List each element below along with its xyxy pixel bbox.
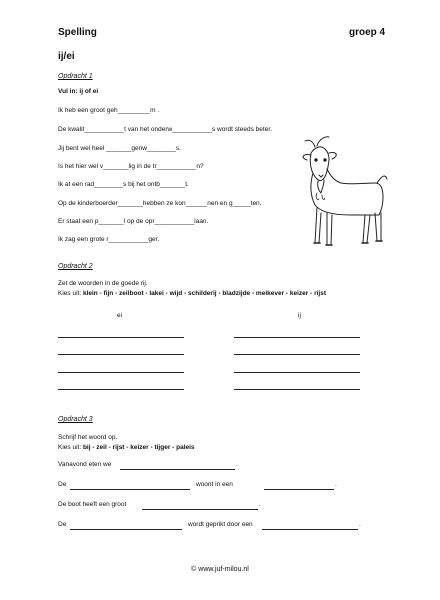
answer-line-ij-1[interactable] <box>234 337 360 338</box>
fill-sentence-2-blank-2[interactable] <box>264 489 334 490</box>
exercise-3-word-list <box>58 444 195 452</box>
column-header-ei: ei <box>117 312 123 319</box>
fill-sentence-1-text: Vanavond eten we <box>58 461 112 468</box>
exercise-1-instruction: Vul in: ij of ei <box>58 88 99 95</box>
sentence-2: De kwalit___________t van het onderw___________s wordt steeds beter. <box>58 126 272 133</box>
fill-sentence-4-blank-2[interactable] <box>262 529 358 530</box>
exercise-1-title: Opdracht 1 <box>58 73 93 80</box>
fill-sentence-2-start: De <box>58 481 67 488</box>
choose-label: Kies uit: <box>58 290 83 297</box>
fill-sentence-2-end: . <box>335 481 337 488</box>
choose-label: Kies uit: <box>58 444 83 451</box>
goat-illustration <box>295 133 395 253</box>
fill-sentence-3-text: De boot heeft een groot <box>58 501 127 508</box>
sentence-3: Jij bent wel heel _______genw________s. <box>58 145 181 152</box>
answer-line-ei-3[interactable] <box>58 372 184 373</box>
fill-sentence-1-blank[interactable] <box>120 469 235 470</box>
fill-sentence-4-blank-1[interactable] <box>70 529 182 530</box>
answer-line-ij-4[interactable] <box>234 389 360 390</box>
fill-sentence-4-start: De <box>58 521 67 528</box>
subtitle: ij/ei <box>58 51 75 62</box>
group-label: groep 4 <box>349 27 386 38</box>
answer-line-ei-2[interactable] <box>58 354 184 355</box>
sentence-6: Op de kinderboerder_______hebben ze kon______nen en g_____ten. <box>58 200 262 207</box>
fill-sentence-2-mid: woont in een <box>196 481 233 488</box>
word-choices: klein - fijn - zeilboot - lakei - wijd - schilderij - bladzijde - meikever - keizer - rijst <box>82 290 327 297</box>
fill-sentence-3-blank[interactable] <box>142 509 258 510</box>
sentence-5: Ik at een rad________s bij het ontb_______t. <box>58 181 189 188</box>
fill-sentence-1-end: . <box>236 461 238 468</box>
exercise-2-word-list <box>58 290 326 298</box>
exercise-3-title: Opdracht 3 <box>58 416 93 423</box>
fill-sentence-3-end: . <box>259 501 261 508</box>
answer-line-ij-3[interactable] <box>234 372 360 373</box>
answer-line-ij-2[interactable] <box>234 354 360 355</box>
column-header-ij: ij <box>298 312 301 319</box>
exercise-2-instruction: Zet de woorden in de goede rij. <box>58 280 148 287</box>
fill-sentence-4-end: . <box>359 521 361 528</box>
answer-line-ei-1[interactable] <box>58 337 184 338</box>
fill-sentence-4-mid: wordt geprikt door een <box>188 521 253 528</box>
footer-credit: © www.juf-milou.nl <box>191 566 249 573</box>
fill-sentence-2-blank-1[interactable] <box>70 489 190 490</box>
answer-line-ei-4[interactable] <box>58 389 184 390</box>
exercise-3-instruction: Schrijf het woord op. <box>58 434 118 441</box>
sentence-1: Ik heb een groot geh_________m . <box>58 107 160 114</box>
word-choices: bij - zeil - rijst - keizer - tijger - paleis <box>82 444 195 451</box>
exercise-2-title: Opdracht 2 <box>58 263 93 270</box>
sentence-7: Er staat een p_______l op de opr___________laan. <box>58 218 209 225</box>
sentence-8: Ik zag een grote r___________ger. <box>58 236 160 243</box>
worksheet-title: Spelling <box>58 27 97 38</box>
sentence-4: Is het hier wel v_______lig in de tr___________n? <box>58 163 204 170</box>
